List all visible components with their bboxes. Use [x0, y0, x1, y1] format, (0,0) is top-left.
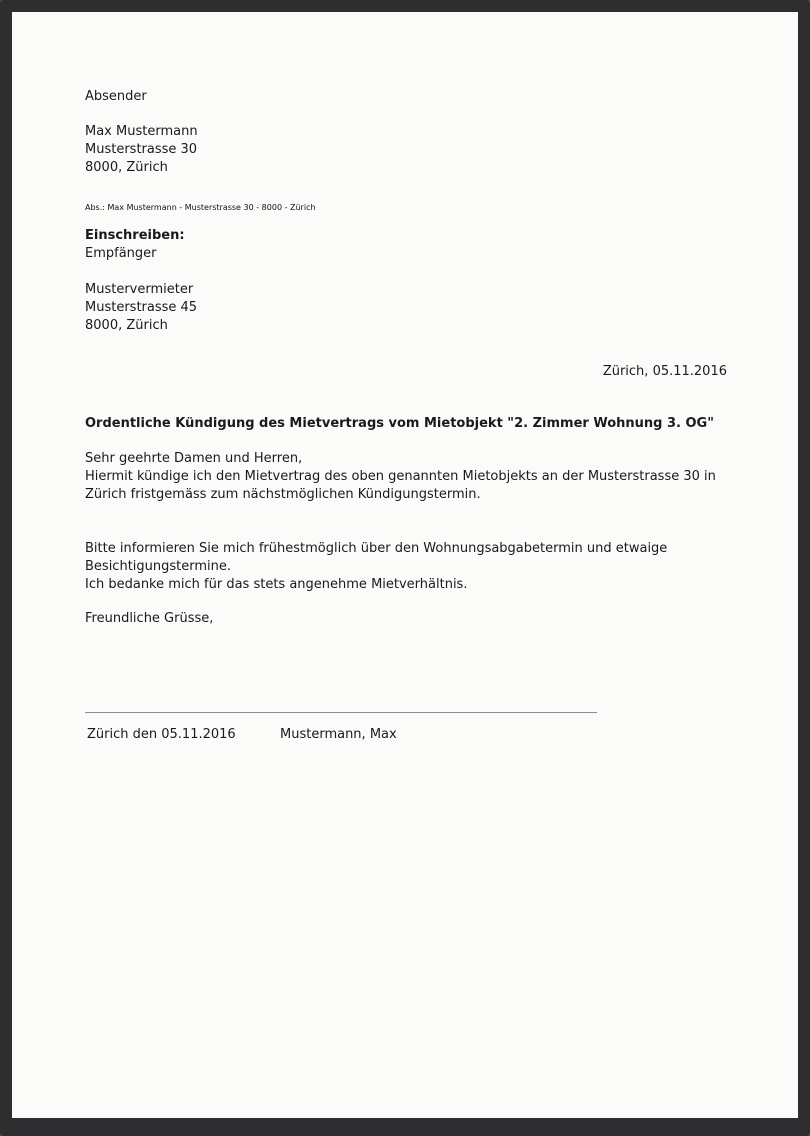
second-paragraph [85, 540, 727, 594]
sender-street: Musterstrasse 30 [85, 142, 198, 157]
signature-rule [85, 712, 597, 713]
salutation: Sehr geehrte Damen und Herren, [85, 451, 303, 466]
body-paragraph-3: Ich bedanke mich für das stets angenehme Mietverhältnis. [85, 577, 468, 592]
sender-label: Absender [85, 89, 147, 104]
subject-line: Ordentliche Kündigung des Mietvertrags vom Mietobjekt "2. Zimmer Wohnung 3. OG" [85, 416, 714, 431]
place-date-line: Zürich, 05.11.2016 [602, 364, 727, 379]
sender-name: Max Mustermann [85, 124, 198, 139]
body-paragraph-1: Hiermit kündige ich den Mietvertrag des oben genannten Mietobjekts an der Musterstrasse 30 in Zürich fristgemäss zum nächstmöglichen Kündigungstermin. [85, 469, 716, 502]
sender-city: 8000, Zürich [85, 160, 168, 175]
return-address-line: Abs.: Max Mustermann - Musterstrasse 30 - 8000 - Zürich [85, 203, 316, 212]
recipient-label: Empfänger [85, 246, 157, 261]
recipient-city: 8000, Zürich [85, 318, 168, 333]
sender-address-block [85, 123, 727, 177]
opening-paragraph [85, 450, 727, 504]
recipient-street: Musterstrasse 45 [85, 300, 198, 315]
body-paragraph-2: Bitte informieren Sie mich frühestmöglich über den Wohnungsabgabetermin und etwaige Besichtigungstermine. [85, 541, 668, 574]
registered-mail-label: Einschreiben: [85, 228, 185, 243]
signature-name: Mustermann, Max [280, 727, 397, 742]
closing-line: Freundliche Grüsse, [85, 611, 214, 626]
signature-row [85, 726, 727, 744]
signature-place-date: Zürich den 05.11.2016 [87, 727, 236, 742]
letter-page [12, 12, 798, 1118]
recipient-address-block [85, 281, 727, 335]
recipient-name: Mustervermieter [85, 282, 194, 297]
